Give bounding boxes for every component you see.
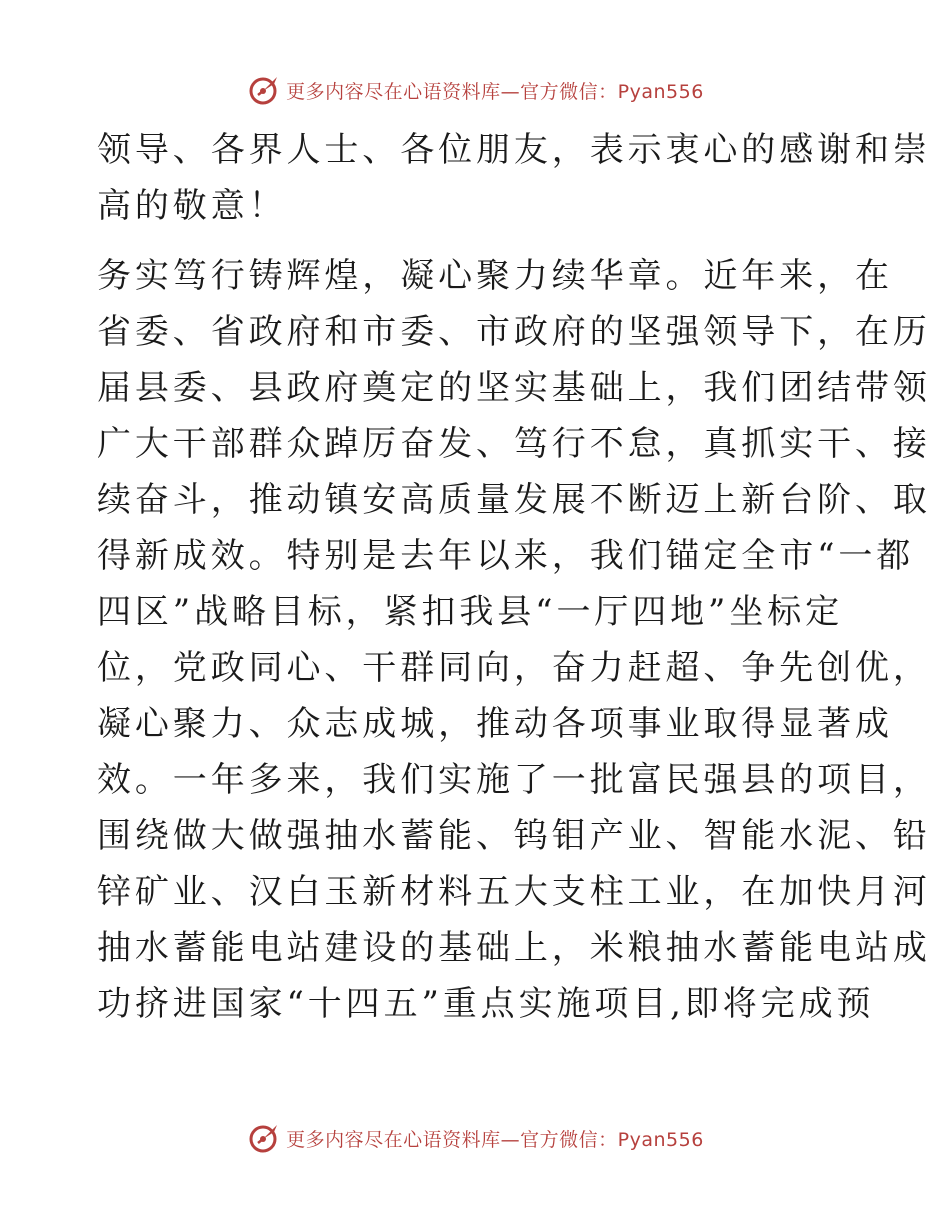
paragraph-1: [97, 122, 931, 234]
quill-pen-seal-icon: [246, 1121, 280, 1155]
text-line: 抽水蓄能电站建设的基础上，米粮抽水蓄能电站成: [97, 928, 931, 968]
text-line: 四区”战略目标，紧扣我县“一厅四地”坐标定: [97, 592, 844, 632]
text-line: 围绕做大做强抽水蓄能、钨钼产业、智能水泥、铅: [97, 816, 931, 856]
text-line: 届县委、县政府奠定的坚实基础上，我们团结带领: [97, 368, 931, 408]
text-line: 高的敬意！: [97, 186, 287, 226]
text-line: 领导、各界人士、各位朋友，表示衷心的感谢和崇: [97, 130, 931, 170]
text-line: 广大干部群众踔厉奋发、笃行不怠，真抓实干、接: [97, 424, 931, 464]
footer-watermark: [0, 1118, 950, 1158]
text-line: 位，党政同心、干群同向，奋力赶超、争先创优，: [97, 648, 931, 688]
text-line: 功挤进国家“十四五”重点实施项目,即将完成预: [97, 984, 875, 1024]
text-line: 效。一年多来，我们实施了一批富民强县的项目，: [97, 760, 931, 800]
text-line: 省委、省政府和市委、市政府的坚强领导下，在历: [97, 312, 931, 352]
header-watermark: [0, 70, 950, 110]
text-line: 锌矿业、汉白玉新材料五大支柱工业，在加快月河: [97, 872, 931, 912]
text-line: 得新成效。特别是去年以来，我们锚定全市“一都: [97, 536, 915, 576]
text-line: 凝心聚力、众志成城，推动各项事业取得显著成: [97, 704, 893, 744]
footer-watermark-text: 更多内容尽在心语资料库—官方微信：Pyan556: [286, 1128, 704, 1151]
paragraph-2: [97, 248, 931, 1032]
text-line: 务实笃行铸辉煌，凝心聚力续华章。近年来，在: [97, 256, 893, 296]
text-line: 续奋斗，推动镇安高质量发展不断迈上新台阶、取: [97, 480, 931, 520]
document-body: [97, 122, 931, 1032]
quill-pen-seal-icon: [246, 73, 280, 107]
header-watermark-text: 更多内容尽在心语资料库—官方微信：Pyan556: [286, 80, 704, 103]
